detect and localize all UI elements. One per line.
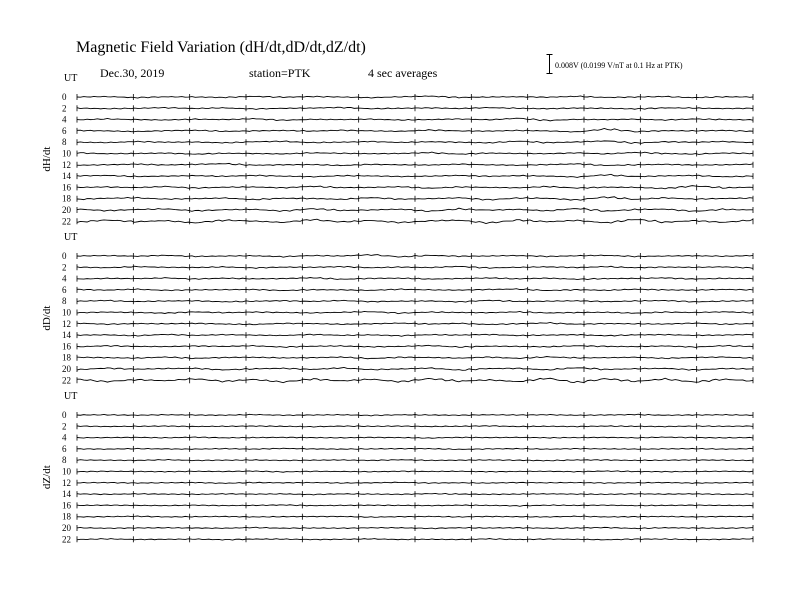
dzdt-row-label-10: 10 (62, 466, 71, 477)
dddt-row-label-16: 16 (62, 341, 71, 352)
dddt-row-label-2: 2 (62, 262, 67, 273)
dhdt-row-label-4: 4 (62, 114, 67, 125)
dhdt-row-label-22: 22 (62, 216, 71, 227)
dhdt-row-label-12: 12 (62, 159, 71, 170)
date-label: Dec.30, 2019 (100, 66, 165, 80)
dddt-row-label-14: 14 (62, 330, 71, 341)
dhdt-axis-label: dH/dt (41, 146, 53, 172)
dzdt-row-label-0: 0 (62, 410, 67, 420)
dhdt-row-label-8: 8 (62, 137, 67, 148)
dddt-row-label-10: 10 (62, 307, 71, 318)
dzdt-row-label-22: 22 (62, 534, 71, 545)
dddt-row-label-0: 0 (62, 251, 67, 261)
dzdt-row-label-4: 4 (62, 432, 67, 443)
dhdt-row-label-2: 2 (62, 103, 67, 114)
dddt-row-label-6: 6 (62, 284, 67, 295)
scale-label: 0.008V (0.0199 V/nT at 0.1 Hz at PTK) (555, 61, 683, 70)
dzdt-row-label-8: 8 (62, 455, 67, 466)
dzdt-row-label-2: 2 (62, 421, 67, 432)
dzdt-row-label-16: 16 (62, 500, 71, 511)
dddt-row-label-20: 20 (62, 364, 71, 374)
dzdt-axis-label: dZ/dt (41, 465, 53, 490)
dzdt-row-label-6: 6 (62, 443, 67, 454)
averaging-label: 4 sec averages (368, 66, 438, 80)
dddt-row-label-4: 4 (62, 273, 67, 284)
dddt-row-label-8: 8 (62, 296, 67, 307)
station-label: station=PTK (249, 66, 311, 80)
dzdt-row-label-18: 18 (62, 511, 71, 522)
dhdt-ut-label: UT (64, 73, 78, 84)
dzdt-ut-label: UT (64, 391, 78, 402)
dzdt-row-label-14: 14 (62, 489, 71, 500)
dhdt-row-label-20: 20 (62, 205, 71, 215)
dddt-ut-label: UT (64, 232, 78, 243)
chart-title: Magnetic Field Variation (dH/dt,dD/dt,dZ/dt) (76, 39, 366, 56)
dhdt-row-label-0: 0 (62, 92, 67, 102)
dhdt-row-label-14: 14 (62, 171, 71, 182)
dhdt-row-label-18: 18 (62, 193, 71, 204)
dhdt-row-label-10: 10 (62, 148, 71, 159)
dhdt-row-label-16: 16 (62, 182, 71, 193)
dzdt-row-label-12: 12 (62, 477, 71, 488)
dddt-row-label-18: 18 (62, 352, 71, 363)
dddt-row-label-12: 12 (62, 318, 71, 329)
dhdt-row-label-6: 6 (62, 125, 67, 136)
dzdt-row-label-20: 20 (62, 523, 71, 533)
dddt-row-label-22: 22 (62, 375, 71, 386)
dddt-axis-label: dD/dt (41, 305, 53, 331)
